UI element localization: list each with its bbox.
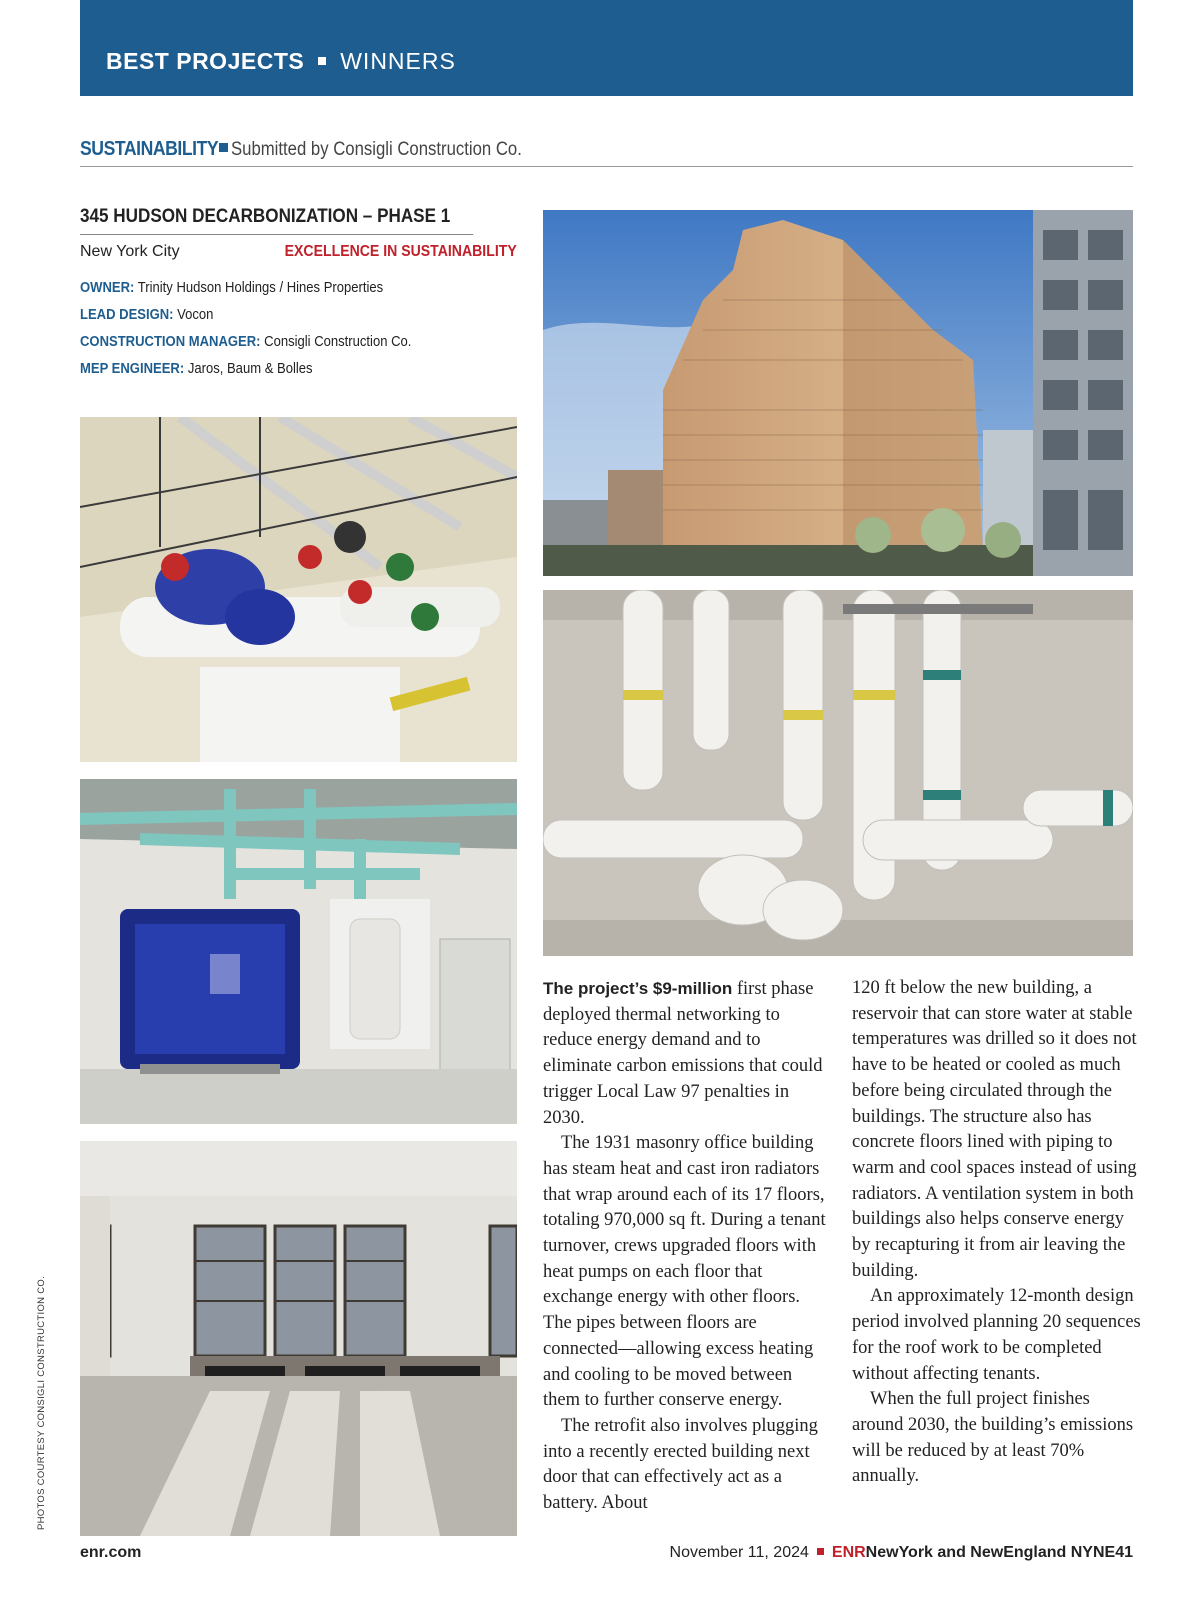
credit-role: MEP ENGINEER:: [80, 361, 185, 377]
project-credits: [80, 275, 517, 383]
credit-name: Consigli Construction Co.: [264, 334, 412, 350]
footer-brand: ENR: [831, 1544, 866, 1561]
credit-role: LEAD DESIGN:: [80, 307, 174, 323]
category-submitted: Submitted by Consigli Construction Co.: [231, 139, 522, 160]
footer-separator: [817, 1548, 824, 1555]
footer-date: November 11, 2024: [669, 1544, 809, 1561]
banner-title: [106, 48, 456, 75]
credit-name: Vocon: [177, 307, 214, 323]
credit-role: OWNER:: [80, 280, 135, 296]
category-separator: [219, 143, 228, 152]
project-title: 345 HUDSON DECARBONIZATION – PHASE 1: [80, 206, 473, 235]
category-name: SUSTAINABILITY: [80, 138, 219, 160]
article-column-1: [543, 976, 833, 1517]
article-paragraph: An approximately 12-month design period involved planning 20 sequences for the roof work to be completed without affecting tenants.: [852, 1286, 1141, 1384]
photo-mechanical-room: [80, 779, 517, 1124]
category-header: [80, 136, 1133, 167]
article-paragraph: [543, 976, 833, 1131]
photo-ceiling-pipes: [543, 590, 1133, 956]
project-meta-row: [80, 235, 517, 265]
footer-publication-info: [670, 1544, 1133, 1562]
credit-owner: [80, 275, 473, 302]
photo-building-exterior: [543, 210, 1133, 576]
article-column-2: [852, 976, 1142, 1490]
article-paragraph: The retrofit also involves plugging into a recently erected building next door that can effectively act as a battery. About: [543, 1415, 818, 1514]
project-award: EXCELLENCE IN SUSTAINABILITY: [284, 243, 517, 260]
header-banner: [80, 0, 1133, 96]
project-location: New York City: [80, 243, 180, 260]
photo-credit: PHOTOS COURTESY CONSIGLI CONSTRUCTION CO.: [36, 1275, 47, 1530]
credit-construction-manager: [80, 329, 473, 356]
credit-role: CONSTRUCTION MANAGER:: [80, 334, 261, 350]
footer-publication: NewYork and NewEngland NYNE41: [865, 1544, 1133, 1561]
banner-separator: [318, 57, 326, 65]
credit-lead-design: [80, 302, 473, 329]
photo-valves: [80, 417, 517, 762]
article-paragraph: The 1931 masonry office building has steam heat and cast iron radiators that wrap around each of its 17 floors, totaling 970,000 sq ft. During a tenant turnover, crews upgraded floors with heat pumps on each floor that exchange energy with other floors. The pipes between floors are connected—allowing excess heating and cooling to be moved between them to further conserve energy.: [543, 1133, 826, 1411]
article-lead: The project’s $9-million: [543, 979, 733, 998]
credit-mep-engineer: [80, 356, 473, 383]
article-paragraph: When the full project finishes around 2030, the building’s emissions will be reduced by at least 70% annually.: [852, 1389, 1134, 1487]
credit-name: Jaros, Baum & Bolles: [187, 361, 313, 377]
credit-name: Trinity Hudson Holdings / Hines Properties: [137, 280, 384, 296]
photo-office-floor: [80, 1141, 517, 1536]
footer-site-link[interactable]: enr.com: [80, 1544, 142, 1561]
article-paragraph: 120 ft below the new building, a reservoir that can store water at stable temperatures was drilled so it does not have to be heated or cooled as much before being circulated through the buildings. The structure also has concrete floors lined with piping to warm and cool spaces instead of using radiators. A ventilation system in both buildings also helps conserve energy by recapturing it from air leaving the building.: [852, 978, 1137, 1281]
project-info: [80, 206, 517, 383]
article-text: first phase deployed thermal networking to reduce energy demand and to eliminate carbon emissions that could trigger Local Law 97 penalties in 2030.: [543, 979, 823, 1128]
banner-label: WINNERS: [340, 48, 456, 74]
banner-section: BEST PROJECTS: [106, 48, 305, 74]
